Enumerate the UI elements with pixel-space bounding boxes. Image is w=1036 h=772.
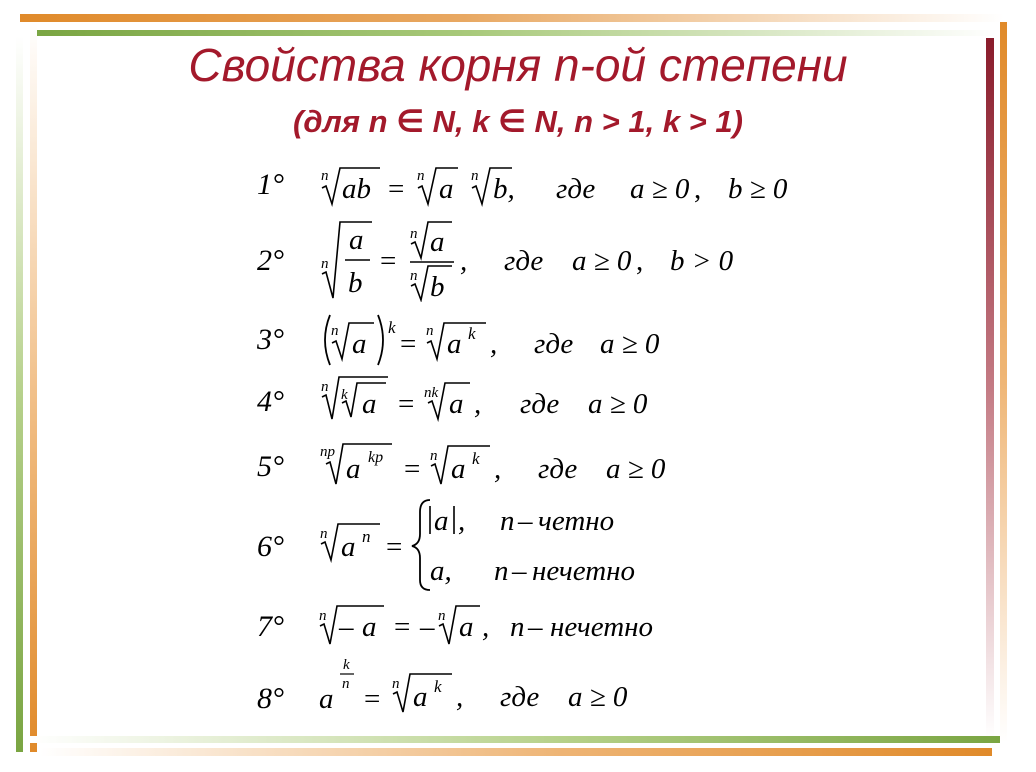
slide-subtitle: (для n ∈ N, k ∈ N, n > 1, k > 1)	[293, 104, 743, 139]
svg-text:,: ,	[460, 245, 468, 277]
svg-text:ab: ab	[342, 173, 371, 205]
property-formula	[318, 162, 818, 214]
property-row-6	[0, 496, 1036, 587]
svg-text:,: ,	[482, 611, 490, 643]
svg-text:a: a	[349, 224, 364, 256]
svg-text:a: a	[319, 683, 334, 715]
property-formula	[318, 309, 738, 369]
svg-text:a: a	[449, 388, 464, 420]
svg-text:n: n	[417, 168, 425, 184]
where-label: где	[556, 173, 596, 205]
property-row-3	[0, 309, 1036, 369]
property-number: 6°	[257, 530, 284, 563]
property-row-1	[0, 162, 1036, 222]
svg-text:a ≥ 0: a ≥ 0	[588, 388, 648, 420]
svg-text:,: ,	[456, 681, 464, 713]
svg-text:=: =	[380, 245, 397, 277]
svg-text:a ≥ 0: a ≥ 0	[568, 681, 628, 713]
svg-text:a: a	[362, 611, 377, 643]
svg-text:=: =	[388, 173, 405, 205]
svg-text:a: a	[430, 226, 445, 258]
slide-title: Свойства корня n-ой степени	[188, 39, 848, 91]
svg-text:n: n	[392, 676, 400, 692]
svg-text:n: n	[494, 555, 509, 587]
svg-text:a: a	[447, 328, 462, 360]
svg-text:=: =	[364, 683, 381, 715]
svg-text:n: n	[319, 608, 327, 624]
property-number: 1°	[257, 168, 284, 201]
svg-text:k: k	[472, 449, 480, 468]
svg-text:=: =	[398, 388, 415, 420]
svg-text:=: =	[394, 611, 411, 643]
property-number: 7°	[257, 610, 284, 643]
svg-text:где: где	[534, 328, 574, 360]
svg-text:,: ,	[694, 173, 702, 205]
svg-text:a: a	[341, 531, 356, 563]
even-label: четно	[538, 505, 615, 537]
svg-text:a ≥ 0: a ≥ 0	[606, 453, 666, 485]
svg-text:–: –	[512, 555, 527, 587]
svg-text:n: n	[410, 268, 418, 284]
property-row-2	[0, 218, 1036, 302]
svg-text:k: k	[388, 318, 396, 337]
svg-text:a ≥ 0: a ≥ 0	[600, 328, 660, 360]
property-formula	[318, 496, 738, 592]
svg-text:n: n	[430, 448, 438, 464]
property-row-4	[0, 373, 1036, 433]
svg-text:где: где	[500, 681, 540, 713]
svg-text:где: где	[520, 388, 560, 420]
svg-text:a: a	[434, 505, 449, 537]
property-number: 2°	[257, 244, 284, 277]
svg-text:=: =	[400, 328, 417, 360]
svg-text:b > 0: b > 0	[670, 245, 734, 277]
svg-text:k: k	[343, 657, 350, 673]
svg-text:нечетно: нечетно	[550, 611, 654, 643]
svg-text:b,: b,	[493, 173, 515, 205]
svg-text:a: a	[362, 388, 377, 420]
svg-text:n: n	[471, 168, 479, 184]
property-number: 5°	[257, 450, 284, 483]
bottom-green-bar	[30, 736, 1000, 743]
svg-text:a: a	[346, 453, 361, 485]
bottom-orange-bar	[40, 748, 992, 756]
svg-text:b: b	[348, 267, 363, 299]
svg-text:–: –	[528, 611, 543, 643]
svg-text:a: a	[352, 328, 367, 360]
property-row-8	[0, 650, 1036, 715]
svg-text:a ≥ 0: a ≥ 0	[572, 245, 632, 277]
svg-text:n: n	[321, 379, 329, 395]
top-green-bar	[34, 30, 998, 36]
svg-text:a: a	[413, 681, 428, 713]
odd-label: нечетно	[532, 555, 636, 587]
svg-text:n: n	[342, 676, 350, 692]
property-formula	[318, 650, 718, 720]
svg-text:n: n	[320, 526, 328, 542]
svg-text:n: n	[500, 505, 515, 537]
property-formula	[318, 218, 778, 302]
svg-text:n: n	[438, 608, 446, 624]
svg-text:a,: a,	[430, 555, 452, 587]
svg-text:k: k	[341, 387, 348, 403]
svg-text:n: n	[331, 323, 339, 339]
svg-text:–: –	[420, 611, 435, 643]
svg-text:np: np	[320, 444, 335, 460]
svg-text:где: где	[538, 453, 578, 485]
svg-text:n: n	[321, 256, 329, 272]
property-formula	[318, 436, 718, 492]
svg-text:n: n	[321, 168, 329, 184]
property-number: 4°	[257, 385, 284, 418]
svg-text:b ≥ 0: b ≥ 0	[728, 173, 788, 205]
svg-text:b: b	[430, 271, 445, 302]
property-formula	[318, 600, 718, 656]
svg-text:n: n	[410, 226, 418, 242]
svg-text:n: n	[362, 527, 371, 546]
svg-text:kp: kp	[368, 449, 384, 466]
svg-text:–: –	[518, 505, 533, 537]
property-number: 3°	[257, 323, 284, 356]
svg-text:a: a	[439, 173, 454, 205]
svg-text:a: a	[451, 453, 466, 485]
svg-text:,: ,	[474, 388, 482, 420]
svg-text:=: =	[404, 453, 421, 485]
svg-text:k: k	[434, 677, 442, 696]
svg-text:a: a	[459, 611, 474, 643]
svg-text:,: ,	[490, 328, 498, 360]
svg-text:a ≥ 0: a ≥ 0	[630, 173, 690, 205]
property-number: 8°	[257, 682, 284, 715]
svg-text:,: ,	[494, 453, 502, 485]
svg-text:=: =	[386, 531, 403, 563]
svg-text:n: n	[510, 611, 525, 643]
svg-text:,: ,	[636, 245, 644, 277]
property-formula	[318, 373, 718, 429]
svg-text:n: n	[426, 323, 434, 339]
property-row-5	[0, 436, 1036, 496]
svg-text:–: –	[339, 611, 354, 643]
top-orange-bar	[20, 14, 1004, 22]
svg-text:,: ,	[458, 505, 466, 537]
svg-text:k: k	[468, 324, 476, 343]
svg-text:где: где	[504, 245, 544, 277]
svg-text:nk: nk	[424, 385, 439, 401]
